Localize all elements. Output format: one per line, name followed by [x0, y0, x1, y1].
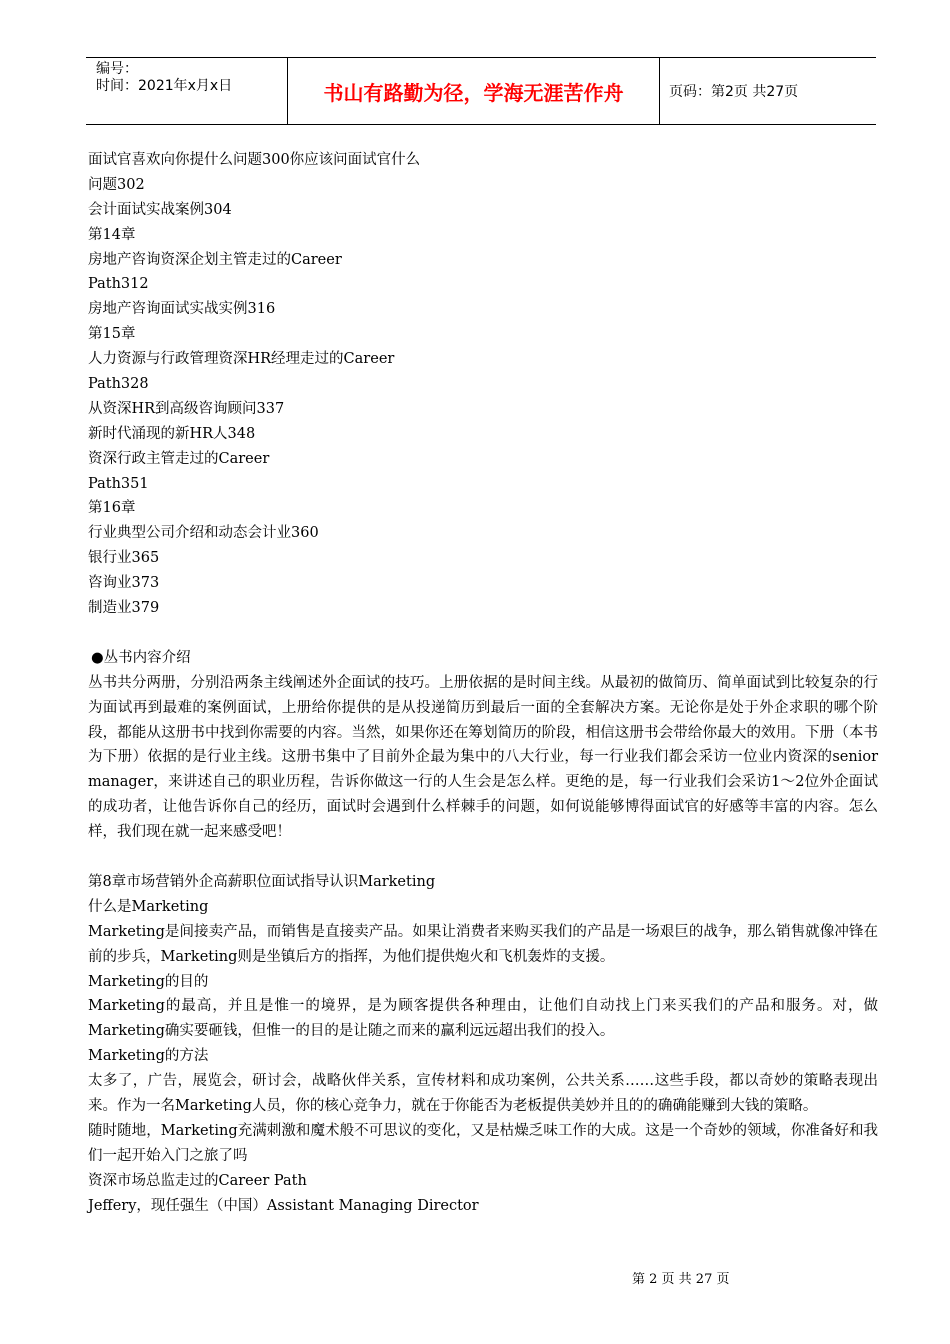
page-footer: 第 2 页 共 27 页	[632, 1272, 730, 1287]
toc-item: 咨询业373	[88, 575, 160, 592]
toc-item: 第16章	[88, 500, 136, 517]
toc-item: 房地产咨询资深企划主管走过的Career	[88, 251, 342, 268]
toc-item: 问题302	[88, 176, 145, 193]
intro-heading: ●丛书内容介绍	[91, 649, 191, 666]
toc-item: 银行业365	[88, 550, 160, 567]
toc-item: Path312	[88, 276, 149, 293]
toc-list	[88, 148, 878, 621]
chapter-title: 第8章市场营销外企高薪职位面试指导认识Marketing	[88, 873, 436, 890]
toc-item: 资深行政主管走过的Career	[88, 450, 270, 467]
toc-item: 第15章	[88, 326, 136, 343]
section-body-method: 太多了，广告，展览会，研讨会，战略伙伴关系，宣传材料和成功案例，公共关系……这些手段，都以奇妙的策略表现出来。作为一名Marketing人员，你的核心竞争力，就在于你能否为老板提供美妙并且的的确确能赚到大钱的策略。	[88, 1073, 878, 1115]
header-meta	[86, 58, 288, 124]
toc-item: 新时代涌现的新HR人348	[88, 425, 256, 442]
section-heading-what: 什么是Marketing	[88, 898, 209, 915]
document-number-label: 编号：	[96, 61, 138, 77]
toc-item: Path328	[88, 376, 149, 393]
page-header	[86, 57, 876, 125]
section-body-goal: Marketing的最高，并且是惟一的境界，是为顾客提供各种理由，让他们自动找上门来买我们的产品和服务。对，做Marketing确实要砸钱，但惟一的目的是让随之而来的赢利远远超出我们的投入。	[88, 998, 878, 1040]
intro-paragraph: 丛书共分两册，分别沿两条主线阐述外企面试的技巧。上册依据的是时间主线。从最初的做简历、简单面试到比较复杂的行为面试再到最难的案例面试，上册给你提供的是从投递简历到最后一面的全套解决方案。无论你是处于外企求职的哪个阶段，都能从这册书中找到你需要的内容。当然，如果你还在筹划简历的阶段，相信这册书会带给你最大的效用。下册（本书为下册）依据的是行业主线。这册书集中了目前外企最为集中的八大行业，每一行业我们都会采访一位业内资深的senior manager，来讲述自己的职业历程，告诉你做这一行的人生会是怎么样。更绝的是，每一行业我们会采访1～2位外企面试的成功者，让他告诉你自己的经历，面试时会遇到什么样棘手的问题，如何说能够博得面试官的好感等丰富的内容。怎么样，我们现在就一起来感受吧！	[88, 674, 878, 841]
toc-item: 行业典型公司介绍和动态会计业360	[88, 525, 319, 542]
toc-item: 制造业379	[88, 600, 160, 617]
document-date: 时间：2021年x月x日	[96, 78, 233, 94]
header-page-info: 页码：第2页 共27页	[669, 84, 799, 100]
person-intro: Jeffery，现任强生（中国）Assistant Managing Director	[88, 1197, 479, 1214]
header-motto: 书山有路勤为径，学海无涯苦作舟	[288, 58, 660, 124]
toc-item: 从资深HR到高级咨询顾问337	[88, 400, 285, 417]
section-heading-goal: Marketing的目的	[88, 973, 209, 990]
section-heading-career: 资深市场总监走过的Career Path	[88, 1172, 307, 1189]
toc-item: Path351	[88, 475, 149, 492]
spacer	[88, 845, 878, 870]
toc-item: 会计面试实战案例304	[88, 201, 232, 218]
section-body-closing: 随时随地，Marketing充满刺激和魔术般不可思议的变化，又是枯燥乏味工作的大成。这是一个奇妙的领域，你准备好和我们一起开始入门之旅了吗	[88, 1122, 878, 1164]
spacer	[88, 621, 878, 646]
toc-item: 面试官喜欢向你提什么问题300你应该问面试官什么	[88, 152, 421, 168]
page-body	[88, 148, 878, 1219]
toc-item: 人力资源与行政管理资深HR经理走过的Career	[88, 351, 395, 368]
toc-item: 房地产咨询面试实战实例316	[88, 301, 276, 318]
toc-item: 第14章	[88, 226, 136, 243]
section-heading-method: Marketing的方法	[88, 1048, 209, 1065]
section-body-what: Marketing是间接卖产品，而销售是直接卖产品。如果让消费者来购买我们的产品是一场艰巨的战争，那么销售就像冲锋在前的步兵，Marketing则是坐镇后方的指挥，为他们提供炮火和飞机轰炸的支援。	[88, 923, 878, 965]
